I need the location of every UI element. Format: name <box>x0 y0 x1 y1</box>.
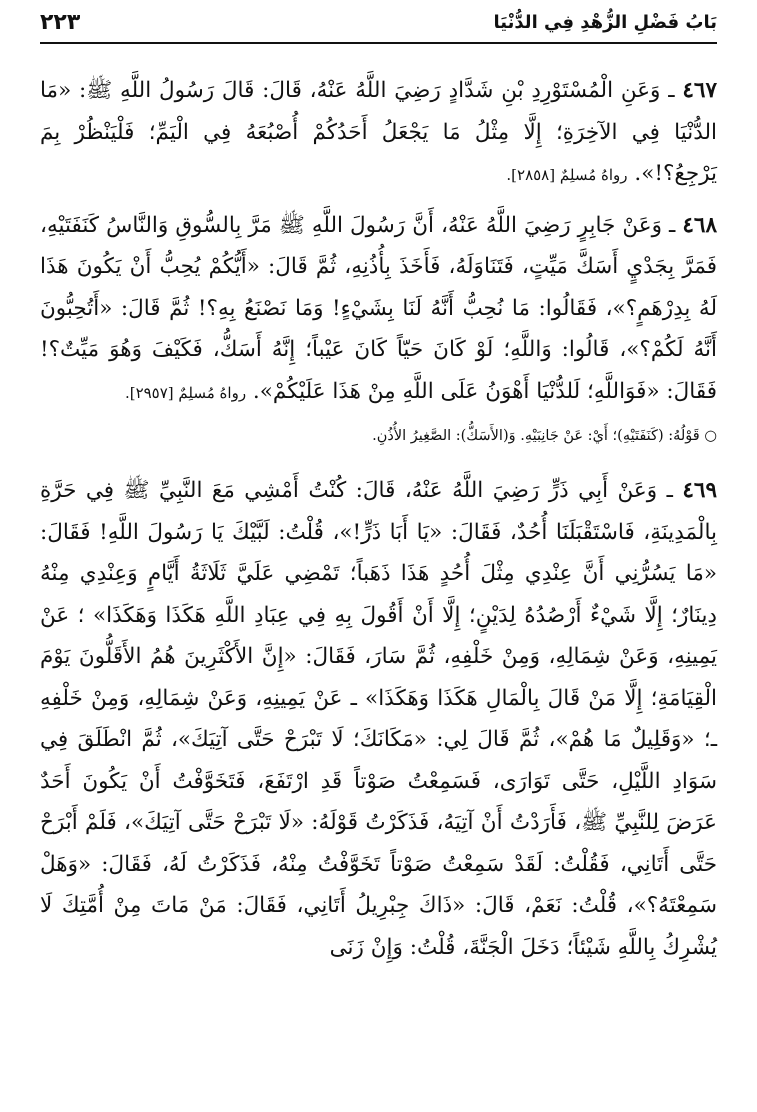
hadith-text: ـ وَعَنْ جَابِرٍ رَضِيَ اللَّهُ عَنْهُ، أَنَّ رَسُولَ اللَّهِ ﷺ مَرَّ بِالسُّوقِ وَالنَّاسُ كَنَفَتَيْهِ، فَمَرَّ بِجَدْيٍ أَسَكَّ مَيِّتٍ، فَتَنَاوَلَهُ، فَأَخَذَ بِأُذُنِهِ، ثُمَّ قَالَ: «أَيُّكُمْ يُحِبُّ أَنْ يَكُونَ هَذَا لَهُ بِدِرْهَمٍ؟»، فَقَالُوا: مَا نُحِبُّ أَنَّهُ لَنَا بِشَيْءٍ! وَمَا نَصْنَعُ بِهِ؟! ثُمَّ قَالَ: «أَتُحِبُّونَ أَنَّهُ لَكُمْ؟»، قَالُوا: وَاللَّهِ؛ لَوْ كَانَ حَيّاً كَانَ عَيْباً؛ إِنَّهُ أَسَكُّ، فَكَيْفَ وَهُوَ مَيِّتٌ؟! فَقَالَ: «فَوَاللَّهِ؛ لَلدُّنْيَا أَهْوَنُ عَلَى اللَّهِ مِنْ هَذَا عَلَيْكُمْ». <box>40 212 717 404</box>
running-title: بَابُ فَضْلِ الزُّهْدِ فِي الدُّنْيَا <box>493 11 717 33</box>
gloss-marker: ○ <box>704 428 717 444</box>
page-body <box>40 70 717 976</box>
page-header <box>40 6 717 38</box>
page-number: ٢٢٣ <box>40 9 81 35</box>
hadith-source: رواهُ مُسلِمٌ [٢٩٥٧]. <box>124 383 247 402</box>
gloss-note <box>40 424 717 448</box>
hadith-469 <box>40 470 717 968</box>
hadith-text: ـ وَعَنْ أَبِي ذَرٍّ رَضِيَ اللَّهُ عَنْهُ، قَالَ: كُنْتُ أَمْشِي مَعَ النَّبِيِّ ﷺ فِي حَرَّةِ بِالْمَدِينَةِ، فَاسْتَقْبَلَنَا أُحُدٌ، فَقَالَ: «يَا أَبَا ذَرٍّ!»، قُلْتُ: لَبَّيْكَ يَا رَسُولَ اللَّهِ! فَقَالَ: «مَا يَسُرُّنِي أَنَّ عِنْدِي مِثْلَ أُحُدٍ هَذَا ذَهَباً؛ تَمْضِي عَلَيَّ ثَلَاثَةُ أَيَّامٍ وَعِنْدِي مِنْهُ دِينَارٌ؛ إِلَّا شَيْءٌ أَرْصُدُهُ لِدَيْنٍ؛ إِلَّا أَنْ أَقُولَ بِهِ فِي عِبَادِ اللَّهِ هَكَذَا وَهَكَذَا» ؛ عَنْ يَمِينِهِ، وَعَنْ شِمَالِهِ، وَمِنْ خَلْفِهِ، ثُمَّ سَارَ، فَقَالَ: «إِنَّ الأَكْثَرِينَ هُمُ الأَقَلُّونَ يَوْمَ الْقِيَامَةِ؛ إِلَّا مَنْ قَالَ بِالْمَالِ هَكَذَا وَهَكَذَا» ـ عَنْ يَمِينِهِ، وَعَنْ شِمَالِهِ، وَمِنْ خَلْفِهِ ـ؛ «وَقَلِيلٌ مَا هُمْ»، ثُمَّ قَالَ لِي: «مَكَانَكَ؛ لَا تَبْرَحْ حَتَّى آتِيَكَ»، ثُمَّ انْطَلَقَ فِي سَوَادِ اللَّيْلِ، حَتَّى تَوَارَى، فَسَمِعْتُ صَوْتاً قَدِ ارْتَفَعَ، فَتَخَوَّفْتُ أَنْ يَكُونَ أَحَدٌ عَرَضَ لِلنَّبِيِّ ﷺ، فَأَرَدْتُ أَنْ آتِيَهُ، فَذَكَرْتُ قَوْلَهُ: «لَا تَبْرَحْ حَتَّى آتِيَكَ»، فَلَمْ أَبْرَحْ حَتَّى أَتَانِي، فَقُلْتُ: لَقَدْ سَمِعْتُ صَوْتاً تَخَوَّفْتُ مِنْهُ، فَذَكَرْتُ لَهُ، فَقَالَ: «وَهَلْ سَمِعْتَهُ؟»، قُلْتُ: نَعَمْ، قَالَ: «ذَاكَ جِبْرِيلُ أَتَانِي، فَقَالَ: مَنْ مَاتَ مِنْ أُمَّتِكَ لَا يُشْرِكُ بِاللَّهِ شَيْئاً؛ دَخَلَ الْجَنَّةَ، قُلْتُ: وَإِنْ زَنَى <box>40 478 717 960</box>
hadith-text: ـ وَعَنِ الْمُسْتَوْرِدِ بْنِ شَدَّادٍ رَضِيَ اللَّهُ عَنْهُ، قَالَ: قَالَ رَسُولُ اللَّهِ ﷺ: «مَا الدُّنْيَا فِي الآخِرَةِ؛ إِلَّا مِثْلُ مَا يَجْعَلُ أَحَدُكُمْ أُصْبُعَهُ فِي الْيَمِّ؛ فَلْيَنْظُرْ بِمَ يَرْجِعُ؟!». <box>40 78 717 186</box>
hadith-467 <box>40 70 717 197</box>
hadith-source: رواهُ مُسلِمٌ [٢٨٥٨]. <box>506 166 628 184</box>
hadith-468 <box>40 205 717 415</box>
hadith-number: ٤٦٩ <box>682 478 717 503</box>
hadith-number: ٤٦٨ <box>682 212 717 238</box>
hadith-number: ٤٦٧ <box>682 78 717 103</box>
header-rule <box>40 42 717 44</box>
gloss-text: قَوْلُهُ: (كَنَفَتَيْهِ)؛ أَيْ: عَنْ جَانِبَيْهِ. وَ(الأَسَكُّ): الصَّغِيرُ الأُذُنِ. <box>372 428 700 444</box>
